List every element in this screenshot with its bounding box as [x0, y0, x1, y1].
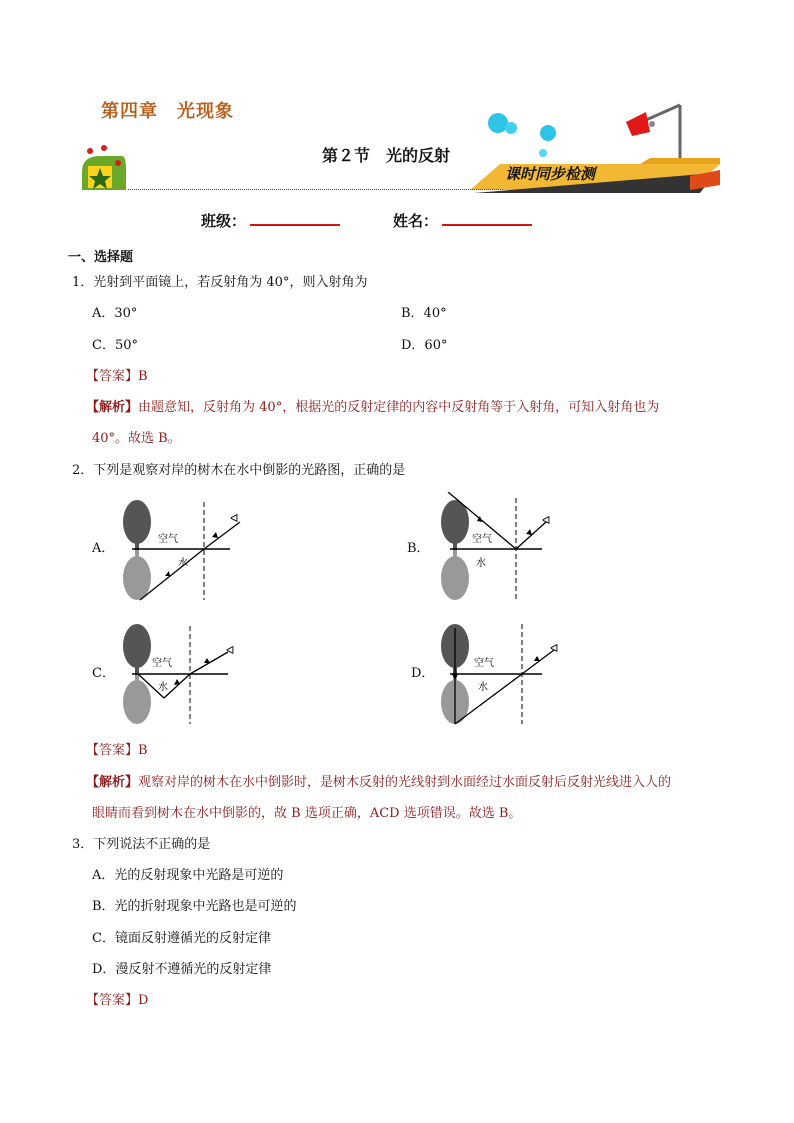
q1-analysis — [86, 399, 659, 417]
banner-title: 课时同步检测 — [505, 165, 596, 183]
name-blank[interactable] — [442, 210, 532, 226]
q2-stem: 2．下列是观察对岸的树木在水中倒影的光路图，正确的是 — [72, 463, 406, 478]
lamp-graphic — [626, 105, 680, 165]
q1-option-a: A．30° — [92, 306, 138, 321]
q1-analysis-label: 【解析】 — [86, 400, 139, 415]
name-field — [393, 210, 532, 231]
tree-icon — [441, 500, 469, 550]
q3-option-b: B．光的折射现象中光路也是可逆的 — [92, 899, 297, 914]
q2-analysis-label: 【解析】 — [86, 775, 139, 790]
q2-diagram-c — [112, 618, 244, 728]
class-label: 班级： — [201, 212, 247, 230]
q2-analysis-line2: 眼睛而看到树木在水中倒影的，故 B 选项正确，ACD 选项错误。故选 B。 — [92, 806, 522, 821]
q2-analysis-line1: 观察对岸的树木在水中倒影时，是树木反射的光线射到水面经过水面反射后反射光线进入人的 — [138, 775, 672, 790]
q1-analysis-line2: 40°。故选 B。 — [92, 431, 181, 446]
tree-icon — [123, 500, 151, 550]
class-field — [201, 210, 340, 231]
star-badge — [82, 145, 126, 190]
q2-analysis — [86, 774, 671, 792]
eye-icon: ᐊ — [230, 512, 239, 525]
eye-icon: ᐊ — [550, 642, 559, 655]
eye-icon: ᐊ — [226, 644, 235, 657]
q2-option-b: B． — [407, 541, 430, 556]
q2-diagram-a — [112, 492, 244, 604]
q1-answer: 【答案】B — [86, 369, 148, 384]
q2-diagram-b — [430, 492, 562, 604]
section-title: 第２节 光的反射 — [322, 146, 451, 165]
q3-option-c: C．镜面反射遵循光的反射定律 — [92, 931, 271, 946]
q1-stem: 1．光射到平面镜上，若反射角为 40°，则入射角为 — [72, 275, 368, 290]
chapter-title: 第四章 光现象 — [101, 101, 234, 122]
label-air: 空气 — [152, 658, 172, 669]
q2-option-d: D． — [411, 666, 435, 681]
tree-icon — [123, 624, 151, 674]
q3-stem: 3．下列说法不正确的是 — [72, 837, 211, 852]
label-air: 空气 — [474, 658, 494, 669]
label-air: 空气 — [158, 534, 178, 545]
bubbles-graphic — [488, 113, 556, 157]
label-water: 水 — [478, 682, 488, 693]
section-choice-title: 一、选择题 — [68, 250, 134, 265]
tree-reflection-icon — [123, 550, 151, 600]
name-label: 姓名： — [393, 212, 439, 230]
label-water: 水 — [476, 558, 486, 569]
q3-option-a: A．光的反射现象中光路是可逆的 — [92, 868, 284, 883]
label-water: 水 — [178, 558, 188, 569]
label-air: 空气 — [472, 534, 492, 545]
q1-analysis-line1: 由题意知，反射角为 40°，根据光的反射定律的内容中反射角等于入射角，可知入射角也为 — [138, 400, 660, 415]
eye-icon: ᐊ — [542, 514, 551, 527]
header-rule — [128, 189, 503, 190]
q2-diagram-d — [430, 618, 564, 728]
tree-reflection-icon — [441, 550, 469, 600]
q2-option-a: A． — [92, 541, 115, 556]
q2-option-c: C． — [92, 666, 115, 681]
q1-option-c: C．50° — [92, 338, 138, 353]
q1-option-d: D．60° — [401, 338, 448, 353]
q3-option-d: D．漫反射不遵循光的反射定律 — [92, 962, 272, 977]
class-blank[interactable] — [250, 210, 340, 226]
q2-answer: 【答案】B — [86, 743, 148, 758]
q1-option-b: B．40° — [401, 306, 447, 321]
label-water: 水 — [158, 682, 168, 693]
q3-answer: 【答案】D — [86, 993, 149, 1008]
